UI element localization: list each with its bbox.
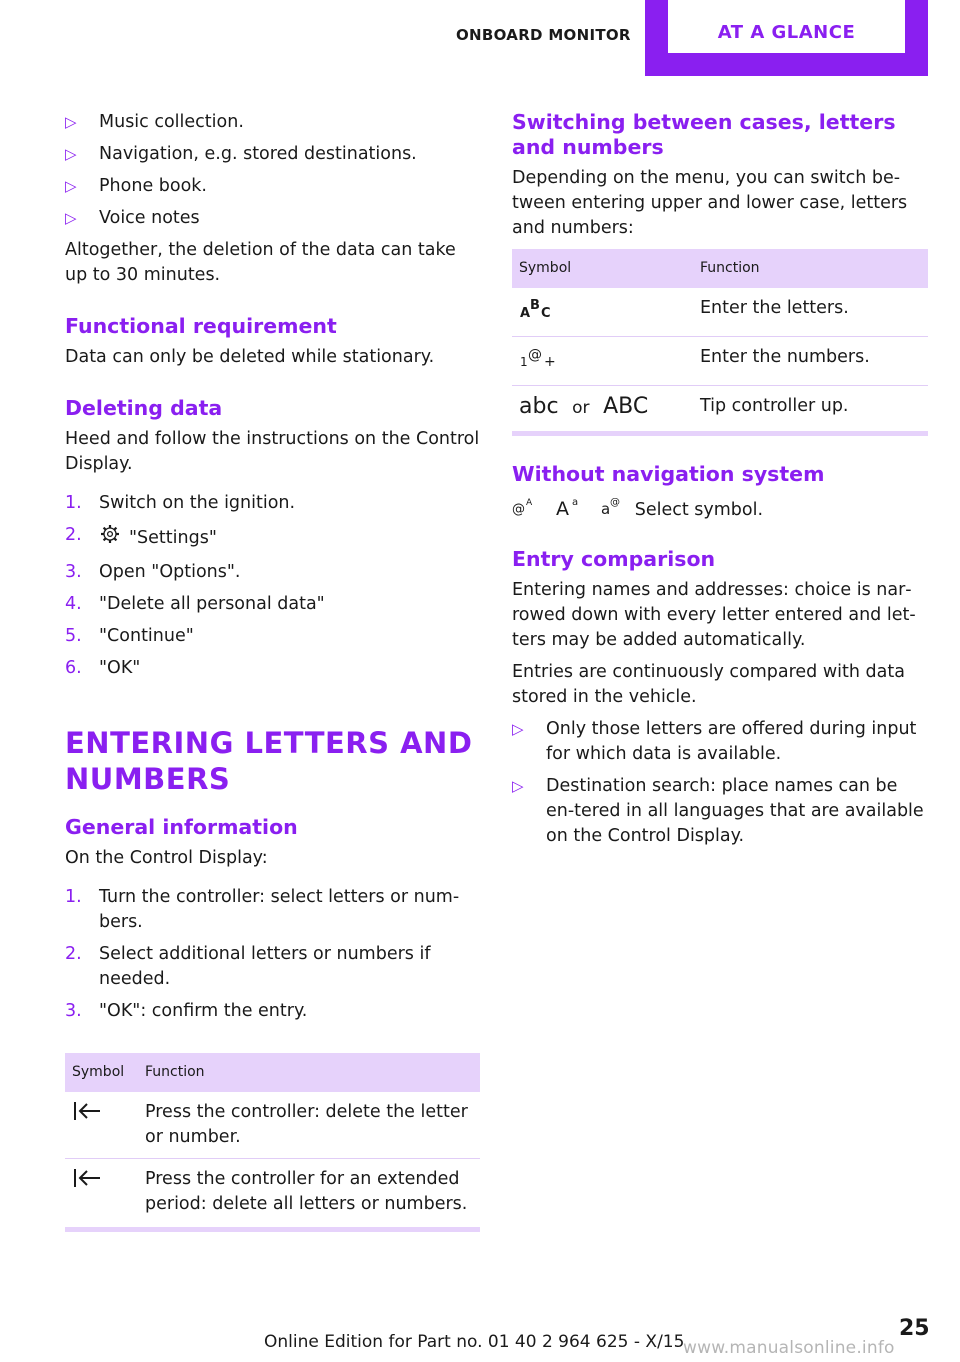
- table-row: A B C Enter the letters.: [512, 288, 928, 337]
- svg-text:A: A: [520, 306, 531, 320]
- right-column: [512, 110, 928, 856]
- entry-comparison-heading: Entry comparison: [512, 547, 716, 571]
- svg-text:A: A: [555, 498, 569, 517]
- symbol-column-header: Symbol: [65, 1053, 138, 1092]
- bullet-triangle-icon: ▷: [65, 209, 77, 227]
- bullet-triangle-icon: ▷: [65, 145, 77, 163]
- bullet-triangle-icon: ▷: [65, 177, 77, 195]
- a-superscript-at-icon: [601, 495, 623, 525]
- step-item: 6. "OK": [65, 658, 141, 678]
- numbers-icon: [519, 345, 555, 377]
- entry-comparison-list: [512, 717, 928, 849]
- or-label: or: [572, 398, 590, 418]
- table-row: abc or ABC Tip controller up.: [519, 394, 849, 419]
- entry-comparison-text-1: Entering names and addresses: choice is nar‐rowed down with every letter entered and let‐ters may be added automatically.: [512, 580, 916, 650]
- table-row: 1 @ + Enter the numbers.: [512, 337, 928, 386]
- capital-a-superscript-a-icon: [556, 495, 582, 525]
- step-item: 2. "Settings": [65, 523, 480, 553]
- running-header-section: ONBOARD MONITOR: [456, 26, 631, 44]
- chapter-title: ENTERING LETTERS AND NUMBERS: [65, 726, 473, 796]
- function-column-header: Function: [693, 249, 928, 288]
- functional-requirement-text: Data can only be deleted while stationary.: [65, 347, 435, 367]
- chapter-tab-label: AT A GLANCE: [717, 22, 856, 43]
- svg-text:1: 1: [520, 355, 528, 369]
- step-item: 3. "OK": confirm the entry.: [65, 1001, 308, 1021]
- list-item: ▷ Only those letters are offered during input for which data is available.: [512, 719, 917, 764]
- table-row: Press the controller for an extended period: delete all letters or numbers.: [65, 1159, 480, 1226]
- list-item: ▷ Phone book.: [65, 174, 480, 199]
- svg-text:A: A: [526, 498, 533, 508]
- entry-comparison-text-2: Entries are continuously compared with data stored in the vehicle.: [512, 662, 905, 707]
- svg-text:@: @: [512, 502, 525, 517]
- function-column-header: Function: [138, 1053, 480, 1092]
- step-item: 1. Switch on the ignition.: [65, 493, 296, 513]
- switching-heading: Switching between cases, letters and numbers: [512, 110, 896, 159]
- list-item: ▷ Voice notes: [65, 206, 480, 231]
- data-type-list: [65, 110, 480, 231]
- bullet-triangle-icon: ▷: [512, 720, 524, 738]
- delete-arrow-icon: [72, 1100, 102, 1130]
- general-information-steps: [65, 885, 480, 1024]
- list-item: ▷ Navigation, e.g. stored destinations.: [65, 142, 480, 167]
- table-row: Press the controller: delete the letter or number.: [65, 1092, 480, 1159]
- deleting-data-text: Heed and follow the instructions on the Control Display.: [65, 429, 480, 474]
- without-navigation-heading: Without navigation system: [512, 462, 825, 486]
- delete-symbol-table: [65, 1053, 480, 1225]
- at-superscript-a-icon: [512, 495, 536, 525]
- svg-text:B: B: [530, 298, 540, 313]
- list-item: ▷ Music collection.: [65, 110, 480, 135]
- symbol-row: [512, 495, 928, 521]
- bullet-triangle-icon: ▷: [512, 777, 524, 795]
- chapter-tab: [645, 0, 928, 76]
- deleting-data-heading: Deleting data: [65, 396, 223, 420]
- svg-text:C: C: [541, 306, 551, 320]
- deletion-duration-note: Altogether, the deletion of the data can take up to 30 minutes.: [65, 240, 456, 285]
- uppercase-abc-icon: ABC: [603, 394, 649, 419]
- bullet-triangle-icon: ▷: [65, 113, 77, 131]
- general-information-text: On the Control Display:: [65, 848, 268, 868]
- letters-icon: [519, 296, 555, 328]
- page-number: 25: [899, 1316, 930, 1341]
- left-column: [65, 110, 480, 1232]
- deleting-data-steps: [65, 491, 480, 681]
- svg-text:a: a: [601, 500, 611, 517]
- footer-edition-text: Online Edition for Part no. 01 40 2 964 625 - X/15: [264, 1332, 685, 1352]
- step-item: 2. Select additional letters or numbers if needed.: [65, 944, 431, 989]
- table-bottom-rule: [65, 1227, 480, 1232]
- delete-arrow-icon: [72, 1167, 102, 1197]
- select-symbol-text: Select symbol.: [634, 499, 764, 520]
- svg-text:@: @: [610, 497, 621, 508]
- symbol-column-header: Symbol: [512, 249, 693, 288]
- table-bottom-rule: [512, 431, 928, 436]
- chapter-tab-inner: [668, 0, 905, 53]
- lowercase-abc-icon: abc: [519, 394, 559, 419]
- case-symbol-table: [512, 249, 928, 429]
- step-item: 4. "Delete all personal data": [65, 594, 325, 614]
- step-item: 3. Open "Options".: [65, 562, 241, 582]
- step-item: 5. "Continue": [65, 626, 194, 646]
- step-item: 1. Turn the controller: select letters or num‐bers.: [65, 887, 460, 932]
- svg-text:@: @: [528, 347, 542, 363]
- functional-requirement-heading: Functional requirement: [65, 314, 337, 338]
- svg-text:a: a: [571, 497, 578, 508]
- gear-icon: [99, 523, 121, 553]
- general-information-heading: General information: [65, 815, 298, 839]
- svg-text:+: +: [544, 354, 555, 369]
- watermark: www.manualsonline.info: [683, 1338, 895, 1358]
- list-item: ▷ Destination search: place names can be en‐tered in all languages that are available on the Control Display.: [512, 776, 924, 846]
- switching-text: Depending on the menu, you can switch be‐tween entering upper and lower case, letters and numbers:: [512, 168, 908, 238]
